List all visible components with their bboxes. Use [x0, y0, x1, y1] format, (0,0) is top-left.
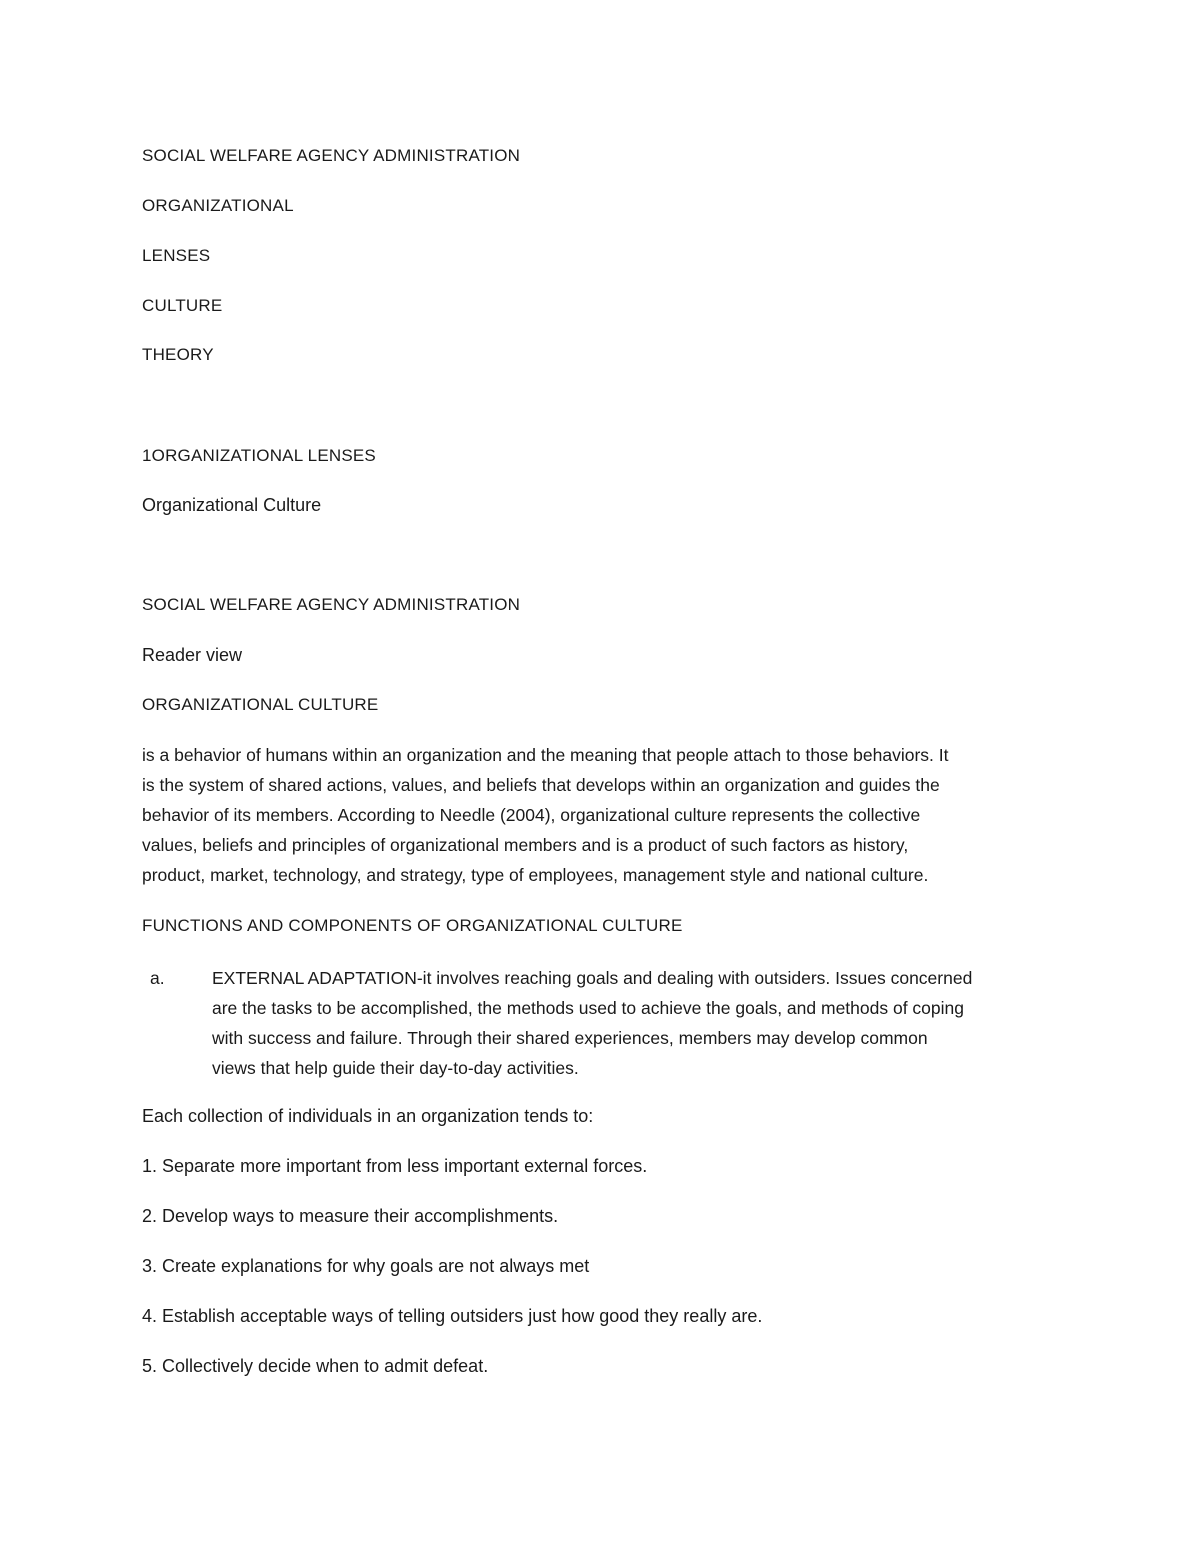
list-item-line: views that help guide their day-to-day activities. — [212, 1058, 579, 1078]
reader-view-label: Reader view — [142, 645, 243, 665]
numbered-item: 5. Collectively decide when to admit defeat. — [142, 1356, 489, 1376]
section-subtitle-culture: Organizational Culture — [142, 495, 322, 515]
paragraph-line: product, market, technology, and strategy, type of employees, management style and national culture. — [142, 865, 929, 885]
paragraph-line: values, beliefs and principles of organizational members and is a product of such factors as history, — [142, 835, 909, 855]
list-item-body — [212, 963, 1092, 1083]
org-culture-paragraph — [142, 740, 1062, 890]
list-marker: a. — [150, 968, 165, 988]
numbered-item: 1. Separate more important from less important external forces. — [142, 1156, 648, 1176]
org-culture-heading: ORGANIZATIONAL CULTURE — [142, 695, 379, 714]
numbered-item: 3. Create explanations for why goals are not always met — [142, 1256, 590, 1276]
header-line-culture: CULTURE — [142, 296, 223, 315]
numbered-item: 2. Develop ways to measure their accomplishments. — [142, 1206, 559, 1226]
list-item-line: are the tasks to be accomplished, the methods used to achieve the goals, and methods of coping — [212, 998, 964, 1018]
list-item-line: EXTERNAL ADAPTATION-it involves reaching goals and dealing with outsiders. Issues concerned — [212, 968, 973, 988]
section-title-agency: SOCIAL WELFARE AGENCY ADMINISTRATION — [142, 595, 521, 614]
paragraph-line: is the system of shared actions, values, and beliefs that develops within an organization and guides the — [142, 775, 940, 795]
paragraph-line: behavior of its members. According to Needle (2004), organizational culture represents the collective — [142, 805, 921, 825]
header-title: SOCIAL WELFARE AGENCY ADMINISTRATION — [142, 146, 521, 165]
paragraph-line: is a behavior of humans within an organization and the meaning that people attach to those behaviors. It — [142, 745, 949, 765]
list-item-line: with success and failure. Through their shared experiences, members may develop common — [212, 1028, 928, 1048]
header-line-organizational: ORGANIZATIONAL — [142, 196, 294, 215]
header-line-theory: THEORY — [142, 345, 214, 364]
functions-heading: FUNCTIONS AND COMPONENTS OF ORGANIZATIONAL CULTURE — [142, 916, 683, 935]
collection-intro: Each collection of individuals in an organization tends to: — [142, 1106, 594, 1126]
section-title-lenses: 1ORGANIZATIONAL LENSES — [142, 446, 376, 465]
header-line-lenses: LENSES — [142, 246, 211, 265]
numbered-item: 4. Establish acceptable ways of telling outsiders just how good they really are. — [142, 1306, 763, 1326]
